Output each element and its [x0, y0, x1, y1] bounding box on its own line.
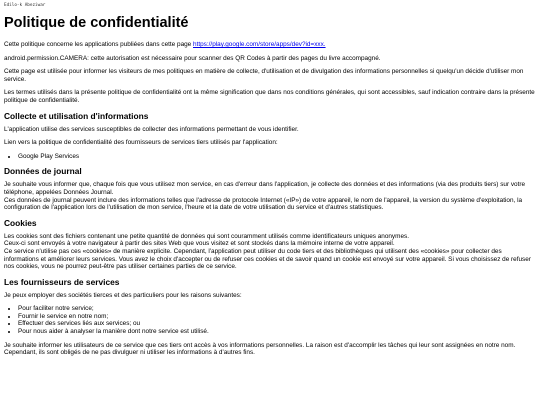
intro-text: Cette politique concerne les applications publiées dans cette page — [4, 41, 194, 48]
cookies-heading: Cookies — [4, 217, 37, 228]
cookies-line-1: Les cookies sont des fichiers contenant une petite quantité de données qui sont couramment utilisés comme identificateurs uniques anonymes. — [4, 232, 409, 240]
third-party-list — [4, 153, 536, 161]
list-item-google-play-services: • Google Play Services — [18, 153, 536, 161]
play-store-link[interactable]: https://play.google.com/store/apps/dev?id=xxx. — [193, 41, 326, 48]
page-title: Politique de confidentialité — [4, 15, 189, 31]
terms-paragraph: Les termes utilisés dans la présente politique de confidentialité ont la même signification que dans nos conditions générales, qui sont accessibles, sauf indication contraire dans la présente politique de confidentialité. — [4, 89, 535, 104]
intro-paragraph — [4, 41, 536, 49]
camera-permission-paragraph: android.permission.CAMERA: cette autorisation est nécessaire pour scanner des QR Codes à partir des pages du livre accompagné. — [4, 54, 381, 62]
log-data-line-2: Ces données de journal peuvent inclure des informations telles que l'adresse de protocole Internet («IP») de votre appareil, le nom de l'appareil, la version du système d'exploitation, la configuration de l'application lors de l'utilisation de mon service, l'heure et la date de votre utilisation du service et d'autres statistiques. — [4, 196, 523, 212]
providers-heading: Les fournisseurs de services — [4, 276, 120, 287]
providers-reasons-list — [4, 305, 536, 335]
inform-paragraph: Cette page est utilisée pour informer les visiteurs de mes politiques en matière de collecte, d'utilisation et de divulgation des informations personnelles si quelqu'un décide d'utiliser mon service. — [4, 68, 524, 83]
collect-heading: Collecte et utilisation d'informations — [4, 110, 149, 121]
third-party-link-paragraph: Lien vers la politique de confidentialité des fournisseurs de services tiers utilisés par l'application: — [4, 139, 278, 147]
list-item: • Fournir le service en notre nom; — [18, 313, 536, 321]
cookies-line-2: Ceux-ci sont envoyés à votre navigateur à partir des sites Web que vous visitez et sont stockés dans la mémoire interne de votre appareil. — [4, 240, 395, 248]
list-item: • Effectuer des services liés aux services; ou — [18, 320, 536, 328]
log-data-heading: Données de journal — [4, 166, 82, 177]
list-item: • Pour faciliter notre service; — [18, 305, 536, 313]
cookies-line-3: Ce service n'utilise pas ces «cookies» de manière explicite. Cependant, l'application peut utiliser du code tiers et des bibliothèques qui utilisent des «cookies» pour collecter des informations et améliorer leurs services. Vous avez le choix d'accepter ou de refuser ces cookies et de savoir quand un cookie est envoyé sur votre appareil. Si vous choisissez de refuser nos cookies, vous ne pourrez peut-être pas utiliser certaines parties de ce service. — [4, 247, 531, 271]
providers-access-paragraph: Je souhaite informer les utilisateurs de ce service que ces tiers ont accès à vos informations personnelles. La raison est d'accomplir les tâches qui leur sont assignées en notre nom. Cependant, ils sont obligés de ne pas divulguer ni utiliser les informations à d'autres fins. — [4, 341, 516, 357]
collect-paragraph: L'application utilise des services susceptibles de collecter des informations permettant de vous identifier. — [4, 125, 299, 133]
list-item: • Pour nous aider à analyser la manière dont notre service est utilisé. — [18, 328, 536, 336]
author-name: Edilo-k Abeziwar — [4, 3, 46, 8]
providers-paragraph: Je peux employer des sociétés tierces et des particuliers pour les raisons suivantes: — [4, 291, 242, 299]
cookies-paragraph — [4, 233, 536, 271]
log-data-paragraph — [4, 181, 536, 211]
log-data-line-1: Je souhaite vous informer que, chaque fois que vous utilisez mon service, en cas d'erreur dans l'application, je collecte des données et des informations (via des produits tiers) sur votre téléphone, appelées Données Journal. — [4, 181, 526, 196]
